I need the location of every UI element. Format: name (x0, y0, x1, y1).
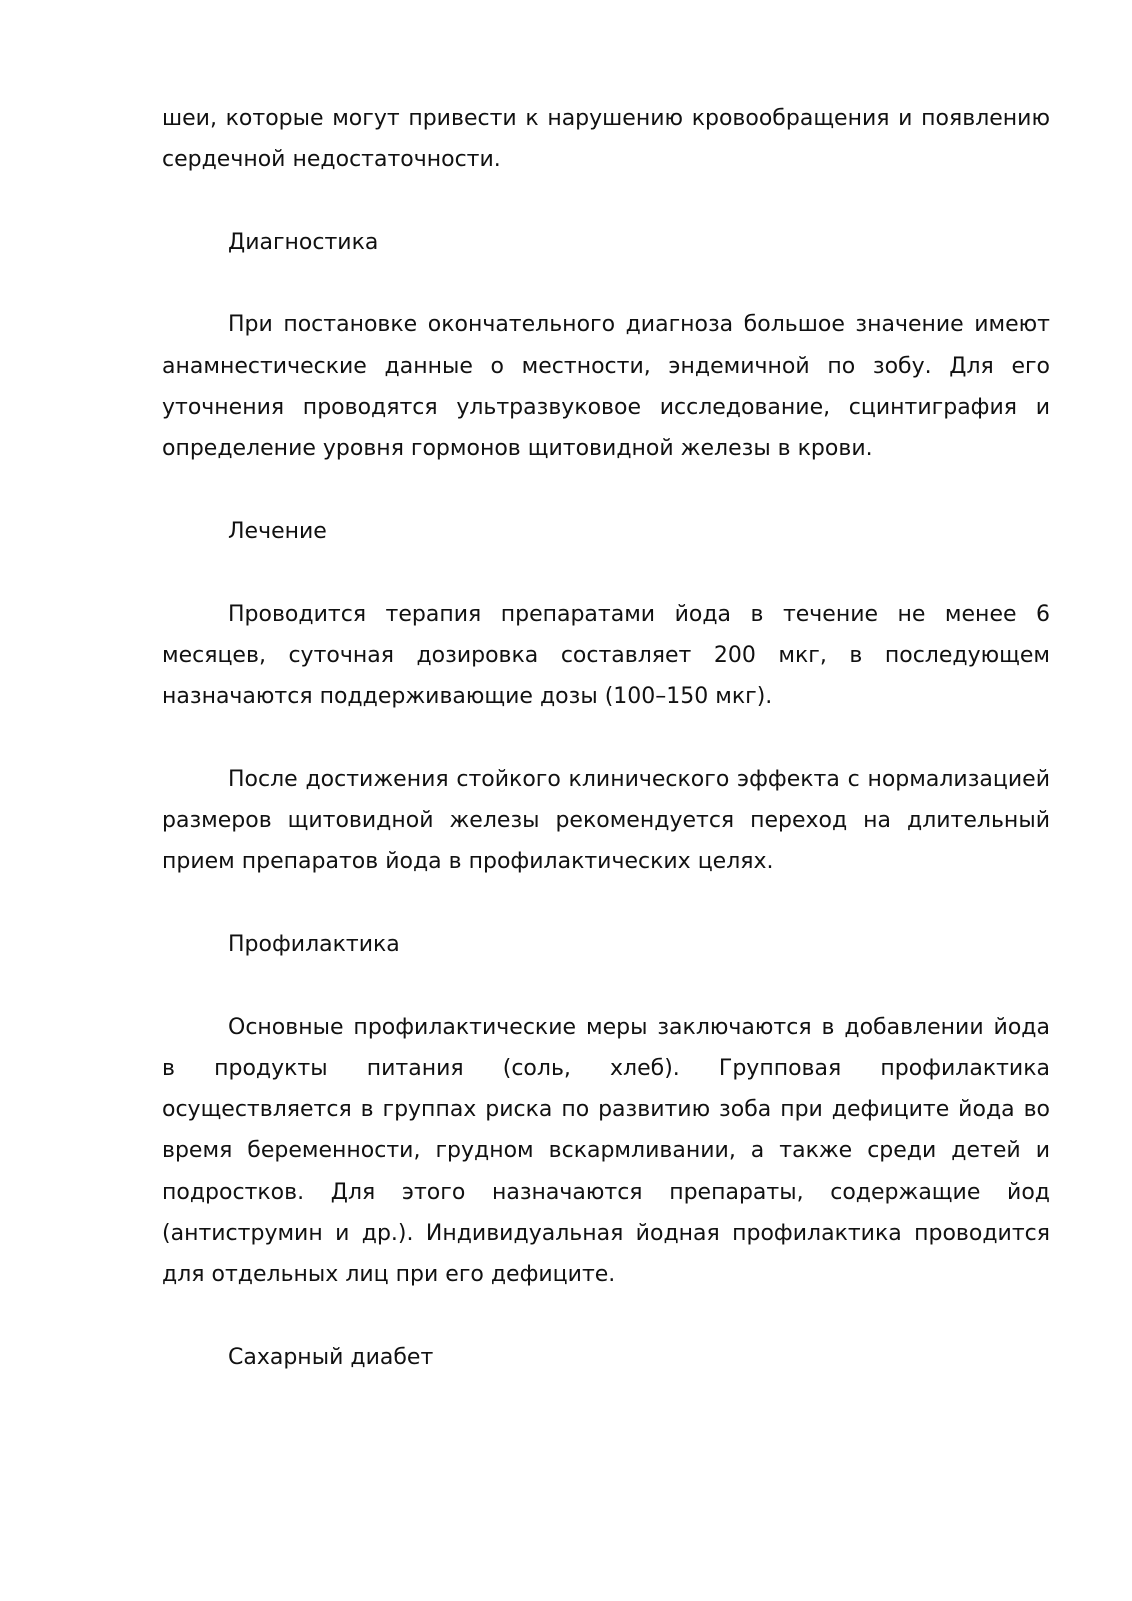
paragraph-treatment-1: Проводится терапия препаратами йода в течение не менее 6 месяцев, суточная дозировка составляет 200 мкг, в последующем назначаются поддерживающие дозы (100–150 мкг). (162, 601, 1050, 710)
paragraph-treatment-2: После достижения стойкого клинического эффекта с нормализацией размеров щитовидной железы рекомендуется переход на длительный прием препаратов йода в профилактических целях. (162, 766, 1050, 875)
section-heading-prevention: Профилактика (228, 931, 400, 957)
paragraph-prevention: Основные профилактические меры заключаются в добавлении йода в продукты питания (соль, хлеб). Групповая профилактика осуществляется в группах риска по развитию зоба при дефиците йода во время беременности, грудном вскармливании, а также среди детей и подростков. Для этого назначаются препараты, содержащие йод (антиструмин и др.). Индивидуальная йодная профилактика проводится для отдельных лиц при его дефиците. (162, 1014, 1050, 1288)
section-heading-diagnostics: Диагностика (228, 229, 379, 255)
section-heading-diabetes: Сахарный диабет (228, 1344, 434, 1370)
document-page (162, 98, 1050, 1378)
paragraph-continuation: шеи, которые могут привести к нарушению кровообращения и появлению сердечной недостаточности. (162, 106, 1050, 173)
section-heading-treatment: Лечение (228, 518, 327, 544)
paragraph-diagnostics: При постановке окончательного диагноза большое значение имеют анамнестические данные о местности, эндемичной по зобу. Для его уточнения проводятся ультразвуковое исследование, сцинтиграфия и определение уровня гормонов щитовидной железы в крови. (162, 312, 1050, 462)
